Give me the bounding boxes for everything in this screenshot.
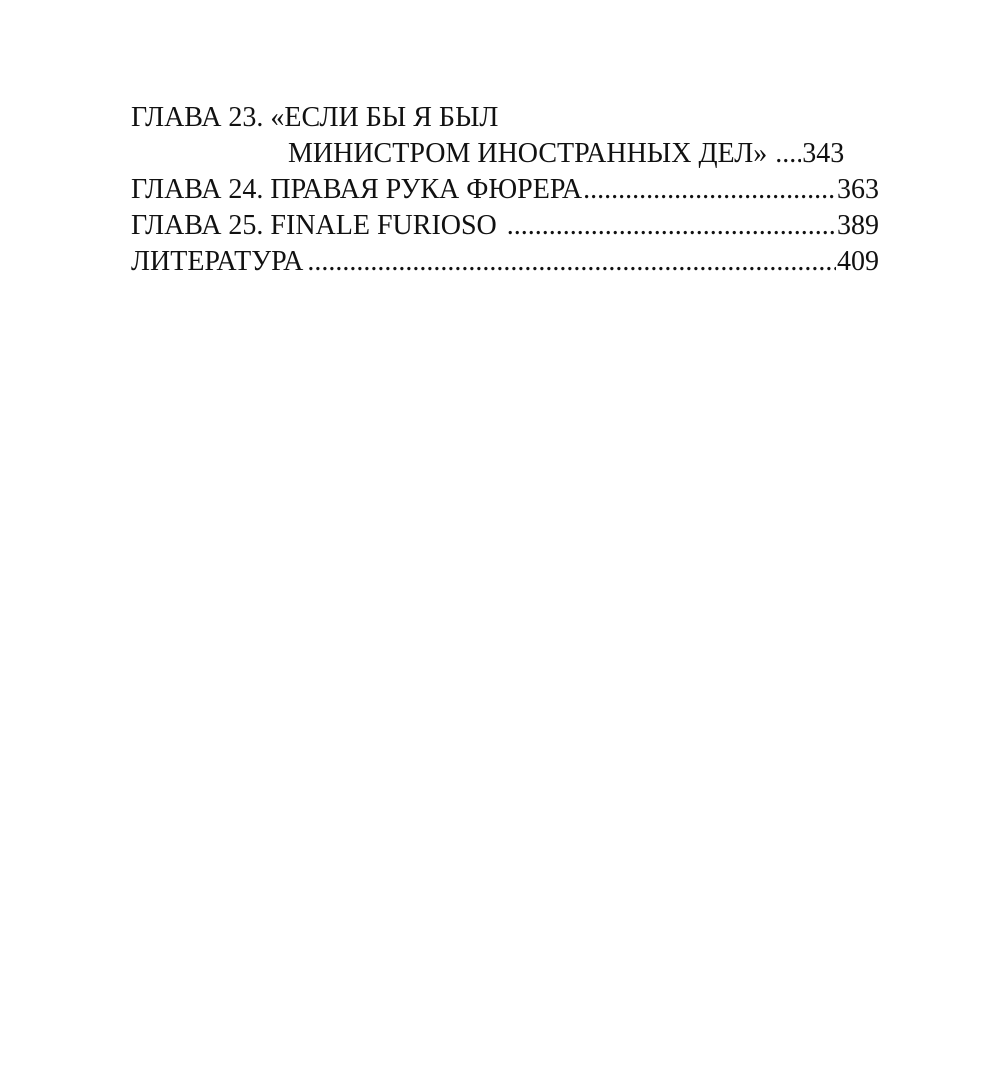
toc-entry-title: ГЛАВА 24. ПРАВАЯ РУКА ФЮРЕРА: [131, 174, 583, 205]
dot-leader: [307, 244, 836, 280]
toc-page-number: 409: [837, 246, 879, 277]
toc-entry-line: [131, 172, 879, 208]
toc-entry-title-continued: МИНИСТРОМ ИНОСТРАННЫХ ДЕЛ»: [288, 138, 768, 169]
toc-entry-title: ЛИТЕРАТУРА: [131, 246, 304, 277]
toc-entry-title: ГЛАВА 23. «ЕСЛИ БЫ Я БЫЛ: [131, 102, 499, 133]
toc-entry-chapter-25: [131, 208, 879, 244]
toc-entry-line-continued: [131, 136, 879, 172]
toc-entry-title: ГЛАВА 25. FINALE FURIOSO: [131, 210, 497, 241]
toc-page-number: 389: [837, 210, 879, 241]
toc-entry-literature: [131, 244, 879, 280]
dot-leader: [775, 136, 801, 172]
toc-entry-line: [131, 100, 879, 136]
toc-entry-line: [131, 244, 879, 280]
toc-entry-chapter-23: [131, 100, 879, 172]
dot-leader: [507, 208, 836, 244]
dot-leader: [583, 172, 836, 208]
toc-page-number: 363: [837, 174, 879, 205]
toc-page-number: 343: [802, 138, 845, 169]
table-of-contents: [131, 100, 879, 280]
toc-entry-line: [131, 208, 879, 244]
toc-entry-chapter-24: [131, 172, 879, 208]
